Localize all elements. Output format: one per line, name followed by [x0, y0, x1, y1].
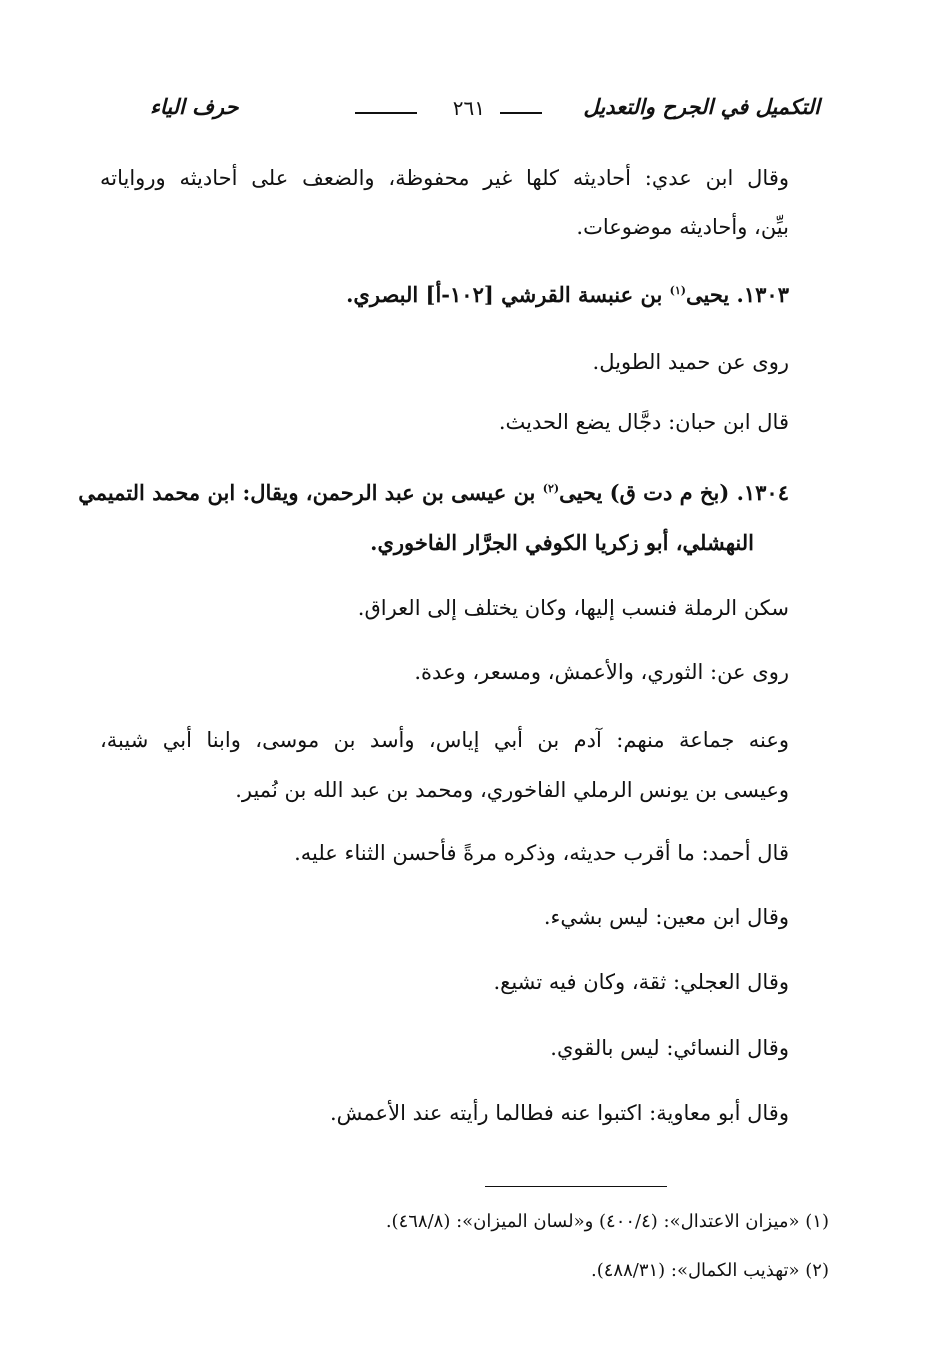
header-rule-right [500, 112, 542, 114]
entry-number: ١٣٠٣. يحيى [686, 282, 789, 307]
text-line: روى عن حميد الطويل. [592, 350, 789, 374]
header-section-title: حرف الياء [150, 94, 239, 119]
text-line: وعنه جماعة منهم: آدم بن أبي إياس، وأسد بن موسى، وابنا أبي شيبة، [100, 728, 789, 752]
text-line: بيِّن، وأحاديثه موضوعات. [576, 215, 789, 239]
text-line: قال أحمد: ما أقرب حديثه، وذكره مرةً فأحسن الثناء عليه. [294, 841, 789, 865]
footnote-separator [485, 1186, 667, 1187]
entry-heading-1304 [78, 478, 789, 508]
text-line: وقال أبو معاوية: اكتبوا عنه فطالما رأيته عند الأعمش. [329, 1101, 789, 1125]
footnote-ref: (٢) [542, 482, 560, 495]
entry-name: بن عنبسة القرشي [١٠٢-أ] البصري. [346, 282, 663, 307]
text-line: وقال ابن عدي: أحاديثه كلها غير محفوظة، والضعف على أحاديثه ورواياته [100, 166, 789, 190]
text-line: وقال العجلي: ثقة، وكان فيه تشيع. [493, 970, 789, 994]
footnote-1: (١) «ميزان الاعتدال»: (٤٠٠/٤) و«لسان الميزان»: (٤٦٨/٨). [385, 1211, 829, 1232]
text-line: وقال النسائي: ليس بالقوي. [550, 1036, 789, 1060]
text-line: روى عن: الثوري، والأعمش، ومسعر، وعدة. [414, 660, 789, 684]
entry-heading-1303 [346, 280, 789, 310]
text-line: قال ابن حبان: دجَّال يضع الحديث. [498, 410, 789, 434]
footnote-2: (٢) «تهذيب الكمال»: (٤٨٨/٣١). [591, 1260, 829, 1281]
entry-heading-1304-cont: النهشلي، أبو زكريا الكوفي الجرَّار الفاخوري. [370, 530, 754, 555]
entry-name: بن عيسى بن عبد الرحمن، ويقال: ابن محمد التميمي [78, 480, 536, 505]
running-header [150, 92, 820, 132]
footnote-ref: (١) [669, 284, 686, 297]
entry-number: ١٣٠٤. (بخ م دت ق) يحيى [559, 480, 789, 505]
header-book-title: التكميل في الجرح والتعديل [583, 94, 820, 119]
page-number: ٢٦١ [452, 96, 485, 120]
text-line: سكن الرملة فنسب إليها، وكان يختلف إلى العراق. [357, 596, 789, 620]
header-rule-left [355, 112, 417, 114]
text-line: وقال ابن معين: ليس بشيء. [543, 905, 789, 929]
text-line: وعيسى بن يونس الرملي الفاخوري، ومحمد بن عبد الله بن نُمير. [235, 778, 789, 802]
